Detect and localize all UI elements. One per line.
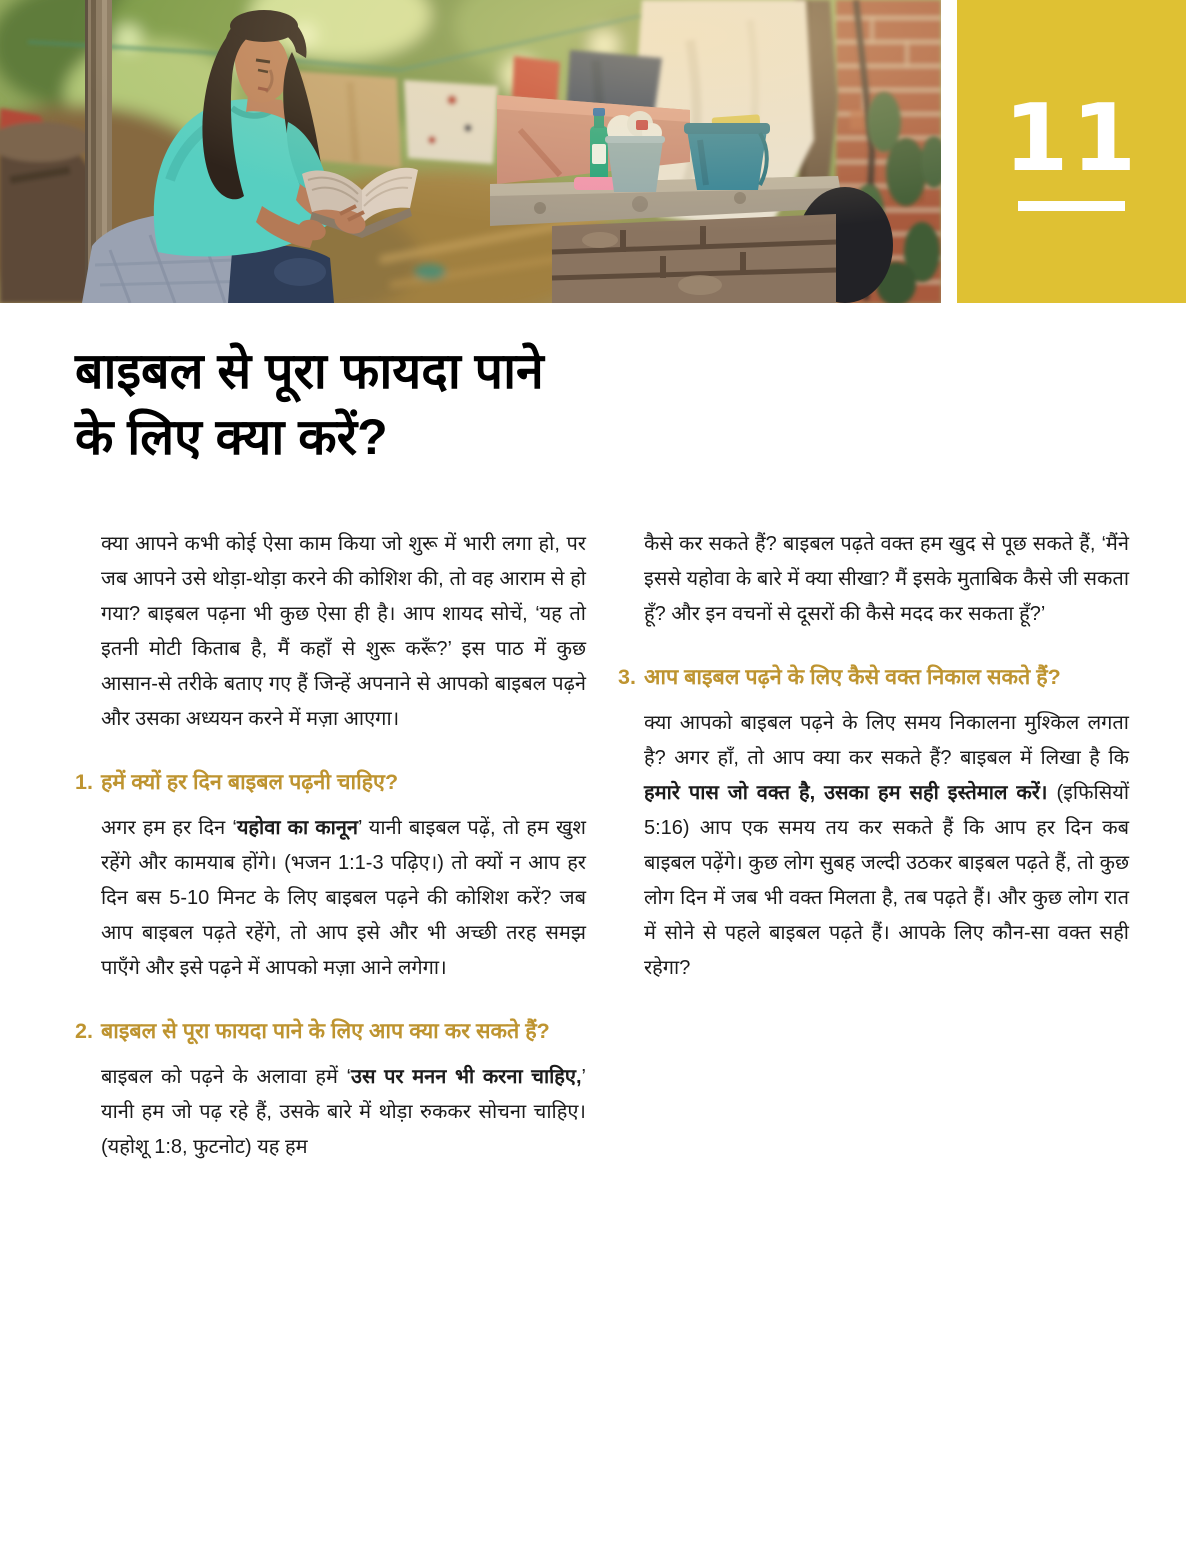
hero-photo-illustration bbox=[0, 0, 941, 303]
intro-paragraph: क्या आपने कभी कोई ऐसा काम किया जो शुरू में भारी लगा हो, पर जब आपने उसे थोड़ा-थोड़ा करने की कोशिश की, तो वह आराम से हो गया? बाइबल पढ़ना भी कुछ ऐसा ही है। आप शायद सोचें, ‘यह तो इतनी मोटी किताब है, मैं कहाँ से शुरू करूँ?’ इस पाठ में कुछ आसान-से तरीके बताए गए हैं जिन्हें अपनाने से आपको बाइबल पढ़ने और उसका अध्ययन करने में मज़ा आएगा। bbox=[101, 533, 586, 730]
sunlight-overlay bbox=[0, 0, 941, 303]
section-2-body-continued: कैसे कर सकते हैं? बाइबल पढ़ते वक्त हम खुद से पूछ सकते हैं, ‘मैंने इससे यहोवा के बारे में क्या सीखा? मैं इसके मुताबिक कैसे जी सकता हूँ? और इन वचनों से दूसरों की कैसे मदद कर सकता हूँ?’ bbox=[644, 533, 1129, 625]
section-3-body: क्या आपको बाइबल पढ़ने के लिए समय निकालना मुश्किल लगता है? अगर हाँ, तो आप क्या कर सकते हैं? बाइबल में लिखा है कि हमारे पास जो वक्त है, उसका हम सही इस्तेमाल करें। (इफिसियों 5:16) आप एक समय तय कर सकते हैं कि आप हर दिन कब बाइबल पढ़ेंगे। कुछ लोग सुबह जल्दी उठकर बाइबल पढ़ते हैं, तो कुछ लोग दिन में जब भी वक्त मिलता है, तब पढ़ते हैं। और कुछ लोग रात में सोने से पहले बाइबल पढ़ते हैं। आपके लिए कौन-सा वक्त सही रहेगा? bbox=[644, 712, 1130, 979]
section-2-body: बाइबल को पढ़ने के अलावा हमें ‘उस पर मनन भी करना चाहिए,’ यानी हम जो पढ़ रहे हैं, उसके बारे में थोड़ा रुककर सोचना चाहिए। (यहोशू 1:8, फुटनोट) यह हम bbox=[101, 1066, 586, 1158]
section-3-heading: आप बाइबल पढ़ने के लिए कैसे वक्त निकाल सकते हैं? bbox=[644, 665, 1061, 689]
lesson-number-underline bbox=[1018, 201, 1125, 211]
right-column bbox=[618, 527, 1129, 986]
section-2-heading: बाइबल से पूरा फायदा पाने के लिए आप क्या कर सकते हैं? bbox=[101, 1019, 550, 1043]
section-1-heading: हमें क्यों हर दिन बाइबल पढ़नी चाहिए? bbox=[101, 770, 399, 794]
section-2 bbox=[75, 1013, 586, 1165]
lesson-title-line2: के लिए क्या करें? bbox=[75, 409, 388, 465]
section-2-number: 2. bbox=[75, 1019, 93, 1043]
section-1-number: 1. bbox=[75, 770, 93, 794]
section-3-heading-row bbox=[618, 659, 1129, 696]
section-3 bbox=[618, 659, 1129, 986]
lesson-title-line1: बाइबल से पूरा फायदा पाने bbox=[75, 343, 544, 399]
hero-photo bbox=[0, 0, 941, 303]
section-3-number: 3. bbox=[618, 665, 636, 689]
lesson-number-tile bbox=[957, 0, 1186, 303]
left-column bbox=[75, 527, 586, 1165]
section-2-heading-row bbox=[75, 1013, 586, 1050]
lesson-number: 11 bbox=[1003, 84, 1140, 192]
lesson-title bbox=[75, 338, 544, 470]
section-1-heading-row bbox=[75, 764, 586, 801]
section-1-body: अगर हम हर दिन ‘यहोवा का कानून’ यानी बाइबल पढ़ें, तो हम खुश रहेंगे और कामयाब होंगे। (भजन 1:1-3 पढ़िए।) तो क्यों न आप हर दिन बस 5-10 मिनट के लिए बाइबल पढ़ने की कोशिश करें? जब आप बाइबल पढ़ते रहेंगे, तो आप इसे और भी अच्छी तरह समझ पाएँगे और इसे पढ़ने में आपको मज़ा आने लगेगा। bbox=[101, 817, 586, 979]
section-1 bbox=[75, 764, 586, 986]
